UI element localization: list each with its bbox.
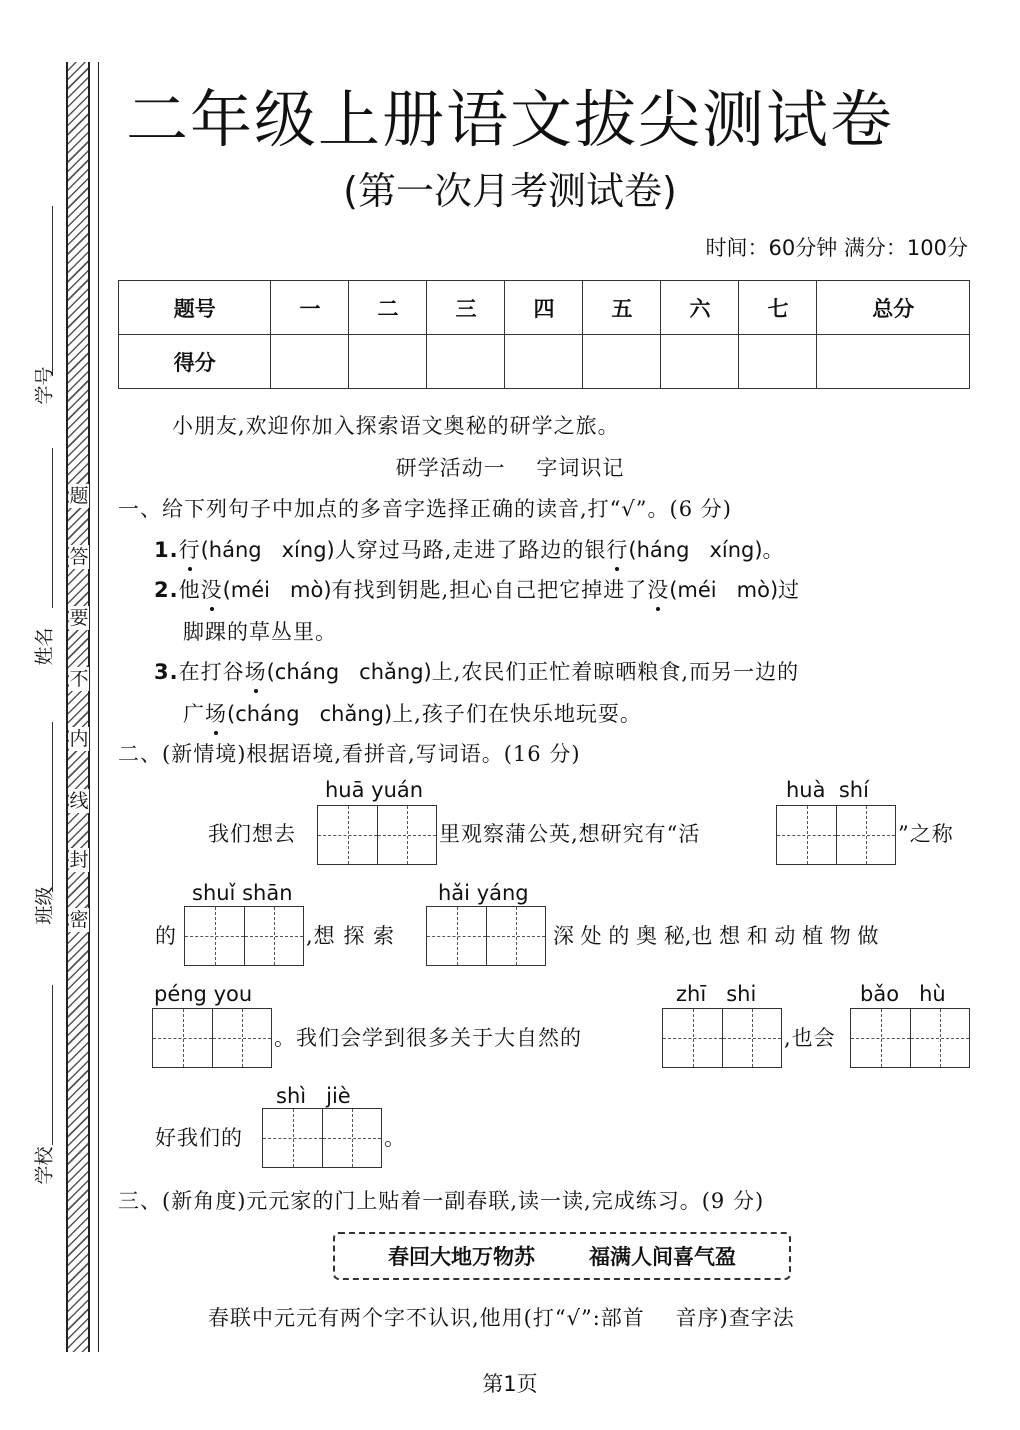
sentence-text: 广 [183, 702, 205, 726]
page-subtitle: (第一次月考测试卷) [343, 169, 677, 213]
writing-grid[interactable] [184, 906, 304, 966]
q1-item-1 [154, 534, 784, 564]
pinyin-label: huà shí [786, 778, 869, 802]
score-input-cell[interactable] [583, 335, 661, 389]
class-label: 班级 [33, 886, 56, 925]
seal-char: 答 [69, 546, 89, 568]
q1-item-3 [154, 656, 799, 686]
q2-text: 好我们的 [155, 1126, 243, 1150]
q2-text: 深 处 的 奥 秘,也 想 和 动 植 物 做 [553, 924, 879, 948]
pinyin-options[interactable]: (cháng chǎng) [227, 702, 393, 726]
seal-char: 内 [69, 728, 89, 750]
grid-cell[interactable] [777, 806, 836, 864]
pinyin-label: bǎo hù [860, 982, 946, 1006]
writing-grid[interactable] [850, 1008, 970, 1068]
item-number: 2. [154, 578, 179, 602]
score-table-score-row [119, 335, 970, 389]
dotted-char: 场 [245, 656, 267, 686]
pinyin-label: shuǐ shān [192, 881, 293, 905]
sentence-text: 人穿过马路,走进了路边的银 [334, 538, 607, 562]
seal-char: 题 [69, 485, 89, 507]
pinyin-options[interactable]: (háng xíng) [200, 538, 335, 562]
score-input-cell[interactable] [739, 335, 817, 389]
q2-text: 里观察蒲公英,想研究有“活 [439, 822, 701, 846]
q1-item-2 [154, 574, 800, 604]
sentence-text: 在打谷 [178, 660, 245, 684]
grid-cell[interactable] [244, 907, 303, 965]
seal-char: 线 [69, 790, 89, 812]
writing-grid[interactable] [152, 1008, 272, 1068]
seal-char: 不 [69, 668, 89, 690]
grid-cell[interactable] [377, 806, 436, 864]
school-label: 学校 [33, 1146, 56, 1185]
q2-text: 。我们会学到很多关于大自然的 [274, 1026, 582, 1050]
seal-char: 要 [69, 607, 89, 629]
sentence-text: 有找到钥匙,担心自己把它掉进了 [331, 578, 648, 602]
couplet-right: 福满人间喜气盈 [589, 1244, 736, 1269]
grid-cell[interactable] [851, 1009, 910, 1067]
pinyin-label: shì jiè [276, 1084, 351, 1108]
dotted-char: 行 [179, 534, 201, 564]
q2-text: ,也会 [784, 1026, 836, 1050]
table-cell: 得分 [119, 335, 271, 389]
score-table-header-row [119, 281, 970, 335]
table-cell: 六 [661, 281, 739, 335]
q1-heading: 一、给下列句子中加点的多音字选择正确的读音,打“√”。(6 分) [118, 497, 732, 521]
score-table [118, 280, 970, 389]
binding-hatch-strip [66, 62, 90, 1352]
dotted-char: 场 [205, 698, 227, 728]
student-no-label: 学号 [33, 366, 56, 405]
grid-cell[interactable] [263, 1109, 322, 1167]
writing-grid[interactable] [262, 1108, 382, 1168]
q2-text: 。 [384, 1126, 406, 1150]
score-input-cell[interactable] [349, 335, 427, 389]
seal-char: 密 [69, 909, 89, 931]
q3-question: 春联中元元有两个字不认识,他用(打“√”:部首 音序)查字法 [208, 1306, 795, 1330]
grid-cell[interactable] [212, 1009, 271, 1067]
table-cell: 四 [505, 281, 583, 335]
grid-cell[interactable] [722, 1009, 781, 1067]
name-label: 姓名 [33, 627, 56, 666]
writing-grid[interactable] [426, 906, 546, 966]
binding-line [98, 62, 99, 1352]
page-number: 第1页 [482, 1372, 538, 1396]
grid-cell[interactable] [318, 806, 377, 864]
sentence-text: 上,农民们正忙着晾晒粮食,而另一边的 [431, 660, 800, 684]
q1-item-2-cont: 脚踝的草丛里。 [183, 620, 337, 644]
item-number: 3. [154, 660, 179, 684]
dotted-char: 没 [647, 574, 669, 604]
table-cell: 三 [427, 281, 505, 335]
sentence-text: 上,孩子们在快乐地玩耍。 [392, 702, 642, 726]
q1-item-3-cont [183, 698, 642, 728]
couplet-box [333, 1232, 791, 1280]
score-input-cell[interactable] [427, 335, 505, 389]
score-input-cell[interactable] [505, 335, 583, 389]
grid-cell[interactable] [153, 1009, 212, 1067]
q2-text: 的 [155, 924, 177, 948]
item-number: 1. [154, 538, 179, 562]
grid-cell[interactable] [185, 907, 244, 965]
activity-title: 研学活动一 字词识记 [395, 456, 625, 480]
grid-cell[interactable] [836, 806, 895, 864]
pinyin-options[interactable]: (méi mò) [222, 578, 332, 602]
grid-cell[interactable] [322, 1109, 381, 1167]
table-cell: 五 [583, 281, 661, 335]
grid-cell[interactable] [427, 907, 486, 965]
table-cell: 题号 [119, 281, 271, 335]
q2-text: ,想 探 索 [306, 924, 396, 948]
q3-heading: 三、(新角度)元元家的门上贴着一副春联,读一读,完成练习。(9 分) [118, 1189, 765, 1213]
dotted-char: 没 [201, 574, 223, 604]
student-no-line[interactable] [52, 206, 53, 376]
school-line[interactable] [52, 985, 53, 1145]
score-input-cell[interactable] [271, 335, 349, 389]
time-info: 时间：60分钟 满分：100分 [705, 236, 968, 260]
writing-grid[interactable] [662, 1008, 782, 1068]
pinyin-options[interactable]: (háng xíng)。 [628, 538, 784, 562]
grid-cell[interactable] [486, 907, 545, 965]
pinyin-label: huā yuán [325, 778, 424, 802]
pinyin-label: péng you [154, 982, 253, 1006]
seal-char: 封 [69, 849, 89, 871]
writing-grid[interactable] [776, 805, 896, 865]
score-input-cell[interactable] [817, 335, 970, 389]
q2-text: ”之称 [898, 822, 954, 846]
page-title: 二年级上册语文拔尖测试卷 [125, 83, 894, 156]
table-cell: 一 [271, 281, 349, 335]
table-cell: 总分 [817, 281, 970, 335]
sentence-text: 过 [778, 578, 801, 602]
pinyin-label: zhī shi [676, 982, 757, 1006]
score-input-cell[interactable] [661, 335, 739, 389]
sentence-text: 他 [178, 578, 201, 602]
pinyin-options[interactable]: (méi mò) [669, 578, 779, 602]
grid-cell[interactable] [910, 1009, 969, 1067]
table-cell: 二 [349, 281, 427, 335]
q2-heading: 二、(新情境)根据语境,看拼音,写词语。(16 分) [118, 742, 581, 766]
pinyin-options[interactable]: (cháng chǎng) [266, 660, 432, 684]
table-cell: 七 [739, 281, 817, 335]
class-line[interactable] [52, 722, 53, 892]
q2-text: 我们想去 [208, 822, 296, 846]
pinyin-label: hǎi yáng [438, 881, 529, 905]
writing-grid[interactable] [317, 805, 437, 865]
intro-text: 小朋友,欢迎你加入探索语文奥秘的研学之旅。 [172, 414, 620, 438]
couplet-left: 春回大地万物苏 [388, 1244, 535, 1269]
dotted-char: 行 [606, 534, 628, 564]
grid-cell[interactable] [663, 1009, 722, 1067]
